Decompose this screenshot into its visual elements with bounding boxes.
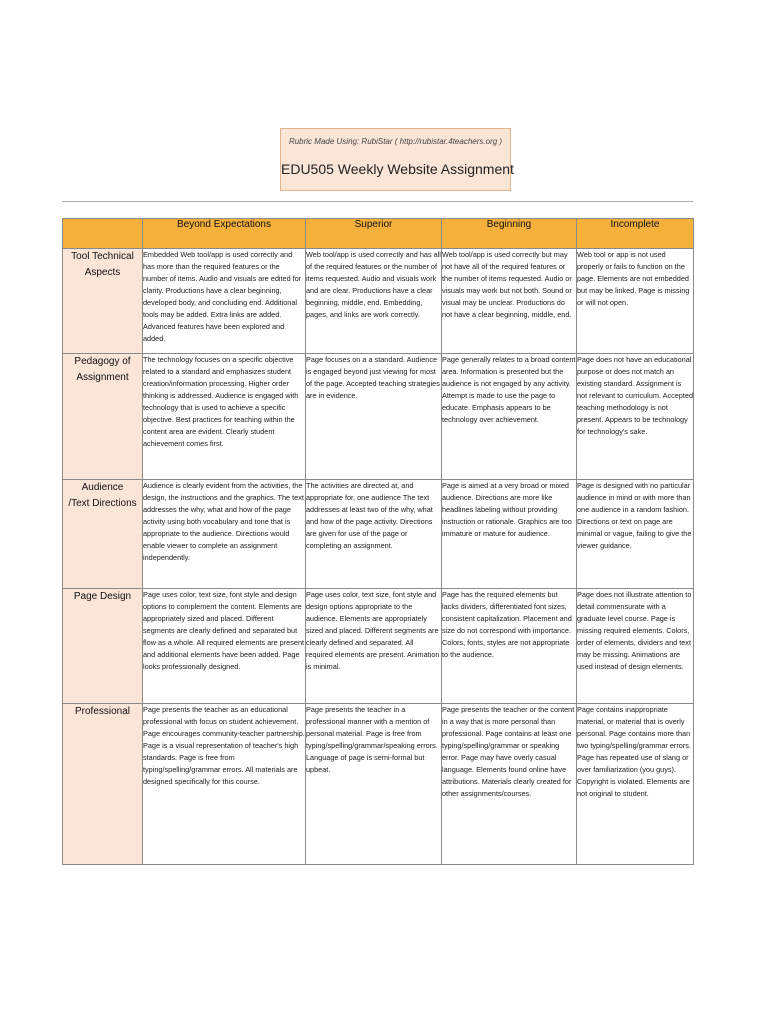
column-header-incomplete: Incomplete bbox=[577, 219, 694, 249]
row-label bbox=[63, 354, 143, 480]
page-title: EDU505 Weekly Website Assignment bbox=[281, 161, 514, 177]
divider bbox=[62, 201, 693, 202]
rubric-cell: Page does not have an educational purpose or does not match an existing standard. Assignment is not relevant to curriculum. Accepted teaching methodology is not present. Appears to be technology for technology's sake. bbox=[577, 354, 694, 480]
rubric-cell: Page contains inappropriate material, or material that is overly personal. Page contains more than two typing/spelling/grammar errors. Page has repeated use of slang or over familiarization (you guys). Copyright is violated. Elements are not original to student. bbox=[577, 704, 694, 865]
row-label-line: Audience bbox=[81, 482, 124, 493]
row-label-line: /Text Directions bbox=[68, 498, 137, 509]
table-row bbox=[63, 704, 694, 865]
table-row bbox=[63, 354, 694, 480]
rubric-cell: Page uses color, text size, font style and design options appropriate to the audience. Elements are appropriately sized and placed. Different segments are clearly defined and separated. All required elements are present. Animation is minimal. bbox=[306, 589, 442, 704]
row-label bbox=[63, 589, 143, 704]
column-header-superior: Superior bbox=[306, 219, 442, 249]
row-label-line: Page Design bbox=[73, 591, 132, 602]
row-label-line: Aspects bbox=[84, 267, 121, 278]
rubric-table bbox=[62, 218, 694, 865]
table-row bbox=[63, 480, 694, 589]
rubric-cell: Page does not illustrate attention to detail commensurate with a graduate level course. Page is missing required elements. Colors, order of elements, dividers and text may be missing. Animations are used instead of design elements. bbox=[577, 589, 694, 704]
rubric-cell: Page uses color, text size, font style and design options to complement the content. Elements are appropriately sized and placed. Different segments are clearly defined and separated but flow as a whole. All required elements are present and additional elements have been added. Page looks professionally designed. bbox=[143, 589, 306, 704]
header-corner bbox=[63, 219, 143, 249]
rubric-cell: Page generally relates to a broad content area. Information is presented but the audience is not engaged by any activity. Attempt is made to use the page to educate. Emphasis appears to be technology over achievement. bbox=[442, 354, 577, 480]
row-label-line: Professional bbox=[74, 706, 131, 717]
rubric-cell: Audience is clearly evident from the activities, the design, the instructions and the graphics. The text addresses the why, what and how of the page activity using both vocabulary and tone that is appropriate to the audience. Directions would enable viewer to complete an assignment independently. bbox=[143, 480, 306, 589]
rubric-cell: Page presents the teacher as an educational professional with focus on student achievement. Page encourages community-teacher partnership. Page is a visual representation of teacher's high standards. Page is free from typing/spelling/grammar errors. All materials are designed specifically for this course. bbox=[143, 704, 306, 865]
header-row bbox=[63, 219, 694, 249]
row-label bbox=[63, 249, 143, 354]
rubric-cell: Web tool/app is used correctly but may not have all of the required features or the number of items requested. Audio or visuals may work but not both. Sound or visual may be unclear. Productions do not have a clear beginning, middle, end. bbox=[442, 249, 577, 354]
row-label-line: Assignment bbox=[76, 372, 129, 383]
rubric-credit: Rubric Made Using: RubiStar ( http://rubistar.4teachers.org ) bbox=[288, 137, 503, 146]
rubric-cell: Page is aimed at a very broad or mixed audience. Directions are more like headlines labeling without providing instruction or rationale. Graphics are too immature or mature for audience. bbox=[442, 480, 577, 589]
rubric-cell: Embedded Web tool/app is used correctly and has more than the required features or the number of items. Audio and visuals are edited for clarity. Productions have a clear beginning, developed body, and concluding end. Additional tools may be added. Extra links are added. Advanced features have been explored and added. bbox=[143, 249, 306, 354]
column-header-beginning: Beginning bbox=[442, 219, 577, 249]
title-box bbox=[280, 128, 514, 191]
rubric-cell: Web tool/app is used correctly and has all of the required features or the number of items requested. Audio and visuals work and are clear. Productions have a clear beginning, middle, end. Embedding, pages, and links are work correctly. bbox=[306, 249, 442, 354]
row-label bbox=[63, 704, 143, 865]
rubric-cell: Page has the required elements but lacks dividers, differentiated font sizes, consistent capitalization. Placement and size do not correspond with importance. Colors, fonts, styles are not appropriate to the audience. bbox=[442, 589, 577, 704]
rubric-cell: Page is designed with no particular audience in mind or with more than one audience in a random fashion. Directions or text on page are minimal or vague, failing to give the viewer guidance. bbox=[577, 480, 694, 589]
rubric-cell: Web tool or app is not used properly or fails to function on the page. Elements are not embedded but may be linked. Page is missing or will not open. bbox=[577, 249, 694, 354]
table-row bbox=[63, 589, 694, 704]
rubric-cell: Page presents the teacher or the content in a way that is more personal than professional. Page contains at least one typing/spelling/grammar or speaking error. Page may have overly casual language. Elements found online have attributions. Materials clearly created for other assignments/courses. bbox=[442, 704, 577, 865]
row-label-line: Pedagogy of bbox=[74, 356, 131, 367]
rubric-cell: The activities are directed at, and appropriate for, one audience The text addresses at least two of the why, what and how of the page activity. Directions are given for use of the page or completing an assignment. bbox=[306, 480, 442, 589]
column-header-beyond: Beyond Expectations bbox=[143, 219, 306, 249]
rubric-cell: Page focuses on a a standard. Audience is engaged beyond just viewing for most of the page. Accepted teaching strategies are in evidence. bbox=[306, 354, 442, 480]
row-label-line: Tool Technical bbox=[71, 251, 134, 262]
rubric-cell: Page presents the teacher in a professional manner with a mention of personal material. Page is free from typing/spelling/grammar/speaking errors. Language of page is semi-formal but upbeat. bbox=[306, 704, 442, 865]
rubric-cell: The technology focuses on a specific objective related to a standard and emphasizes student creation/information processing. Higher order thinking is addressed. Audience is engaged with technology that is used to achieve a specific objective. Best practices for teaching within the content area are evident. Clearly student achievement comes first. bbox=[143, 354, 306, 480]
row-label bbox=[63, 480, 143, 589]
table-row bbox=[63, 249, 694, 354]
